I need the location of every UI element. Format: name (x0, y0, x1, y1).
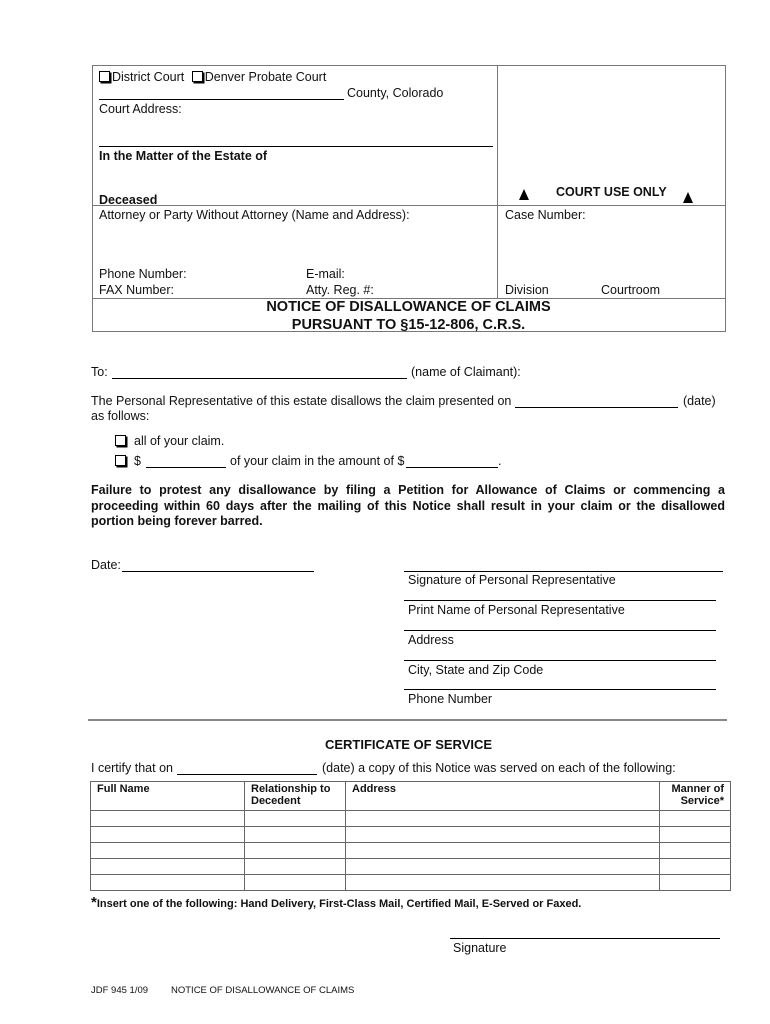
partial-amount-line-1[interactable] (146, 467, 226, 468)
certify-prefix: I certify that on (91, 761, 173, 775)
partial-amount-line-2[interactable] (406, 467, 498, 468)
certificate-title: CERTIFICATE OF SERVICE (324, 737, 493, 752)
to-label: To: (91, 365, 108, 379)
form-name-footer: NOTICE OF DISALLOWANCE OF CLAIMS (171, 985, 355, 996)
partial-claim-checkbox[interactable] (115, 455, 126, 466)
dollar-sign: $ (134, 454, 141, 468)
all-claim-checkbox[interactable] (115, 435, 126, 446)
warning-text: Failure to protest any disallowance by filing a Petition for Allowance of Claims or commencing a proceeding within 60 days after the mailing of this Notice shall result in your claim or the disallowed portion being forever barred. (91, 483, 725, 528)
footnote (91, 894, 581, 911)
as-follows-text: as follows: (91, 409, 150, 423)
claimant-label: (name of Claimant): (411, 365, 521, 379)
table-row (91, 875, 731, 891)
service-table (90, 781, 731, 891)
server-signature-line[interactable] (450, 938, 720, 939)
pr-signature-line[interactable] (404, 571, 723, 572)
table-row (91, 811, 731, 827)
courtroom-label: Courtroom (601, 283, 661, 297)
estate-matter-label: In the Matter of the Estate of (99, 149, 268, 163)
col-manner (660, 782, 731, 811)
county-line[interactable] (99, 99, 344, 100)
pr-signature-label: Signature of Personal Representative (408, 573, 616, 587)
col-relationship-label: Relationship to Decedent (251, 783, 331, 807)
all-claim-label: all of your claim. (134, 434, 225, 448)
court-use-only-label: COURT USE ONLY (556, 185, 667, 199)
division-label: Division (505, 283, 549, 297)
table-row (91, 827, 731, 843)
option-partial-claim (115, 454, 141, 468)
certify-suffix: (date) a copy of this Notice was served on each of the following: (322, 761, 676, 775)
atty-reg-label: Atty. Reg. #: (306, 283, 374, 297)
case-number-label: Case Number: (505, 208, 586, 222)
up-arrow-right-icon (683, 192, 693, 203)
caption-divider-attorney (92, 205, 726, 206)
pr-city-label: City, State and Zip Code (408, 663, 544, 677)
pr-city-line[interactable] (404, 660, 716, 661)
section-divider (88, 719, 727, 721)
date-label: Date: (91, 558, 121, 572)
email-label: E-mail: (306, 267, 345, 281)
court-options (99, 70, 326, 84)
table-row (91, 843, 731, 859)
pr-phone-label: Phone Number (408, 692, 493, 706)
col-relationship (245, 782, 346, 811)
disallow-text: The Personal Representative of this estate disallows the claim presented on (91, 394, 512, 408)
phone-label: Phone Number: (99, 267, 187, 281)
form-title-line-2: PURSUANT TO §15-12-806, C.R.S. (291, 317, 526, 333)
footnote-star: * (91, 894, 97, 911)
col-address: Address (346, 782, 660, 811)
deceased-label: Deceased (99, 193, 158, 207)
service-date-line[interactable] (177, 774, 317, 775)
pr-address-line[interactable] (404, 630, 716, 631)
date-line[interactable] (122, 571, 314, 572)
table-row (91, 859, 731, 875)
claimant-name-line[interactable] (112, 378, 407, 379)
caption-divider (497, 65, 498, 298)
partial-claim-text: of your claim in the amount of $ (230, 454, 405, 468)
server-signature-label: Signature (453, 941, 507, 955)
probate-court-checkbox[interactable] (192, 71, 203, 82)
county-label: County, Colorado (347, 86, 444, 100)
form-title-line-1: NOTICE OF DISALLOWANCE OF CLAIMS (266, 299, 551, 315)
up-arrow-left-icon (519, 189, 529, 200)
claim-date-line[interactable] (515, 407, 678, 408)
fax-label: FAX Number: (99, 283, 175, 297)
attorney-label: Attorney or Party Without Attorney (Name and Address): (99, 208, 410, 222)
pr-address-label: Address (408, 633, 454, 647)
form-id: JDF 945 1/09 (91, 985, 149, 996)
court-address-line[interactable] (99, 146, 493, 147)
district-court-checkbox[interactable] (99, 71, 110, 82)
partial-claim-end: . (498, 454, 502, 468)
col-manner-label: Manner of Service* (671, 783, 724, 807)
court-address-label: Court Address: (99, 102, 182, 116)
claim-date-label: (date) (683, 394, 716, 408)
pr-print-name-line[interactable] (404, 600, 716, 601)
district-court-label: District Court (112, 70, 185, 84)
pr-print-name-label: Print Name of Personal Representative (408, 603, 625, 617)
pr-phone-line[interactable] (404, 689, 716, 690)
probate-court-label: Denver Probate Court (204, 70, 327, 84)
col-full-name: Full Name (91, 782, 245, 811)
option-all-claim (115, 434, 224, 448)
footnote-text: Insert one of the following: Hand Delivery, First-Class Mail, Certified Mail, E-Served or Faxed. (96, 898, 582, 910)
